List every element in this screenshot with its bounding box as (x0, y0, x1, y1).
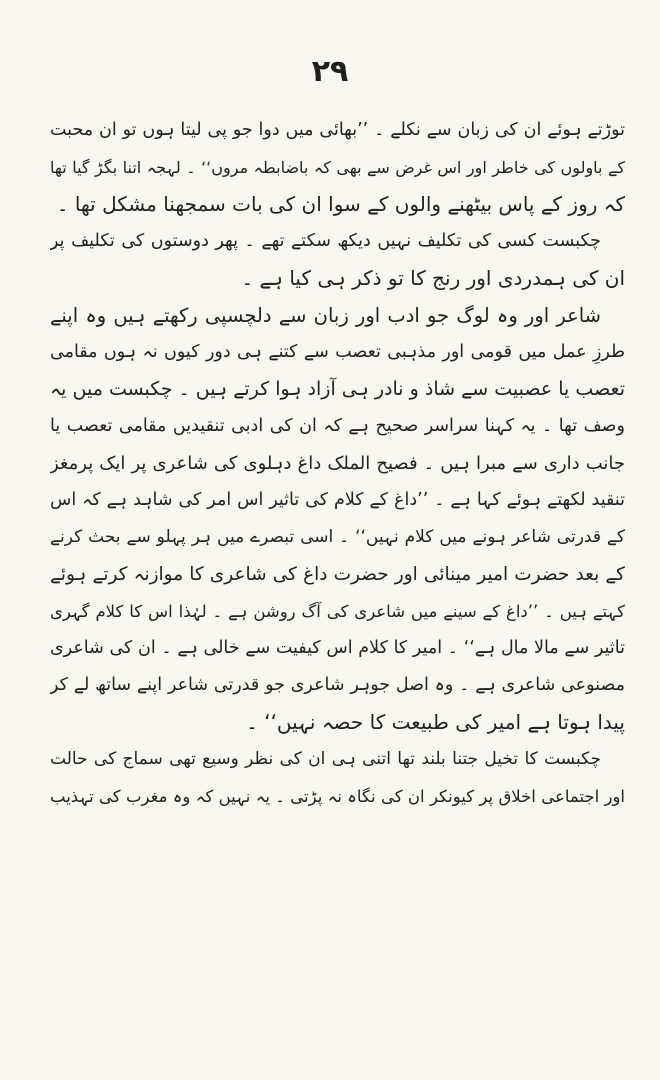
text-line: تعصب یا عصبیت سے شاذ و نادر ہی آزاد ہوا کرتے ہیں ۔ چکبست میں یہ (50, 378, 625, 400)
text-line: تنقید لکھتے ہوئے کہا ہے ۔ ’’داغ کے کلام کی تاثیر اس امر کی شاہد ہے کہ اس (50, 490, 625, 510)
text-line: چکبست کسی کی تکلیف نہیں دیکھ سکتے تھے ۔ پھر دوستوں کی تکلیف پر (50, 231, 601, 251)
text-line: توڑتے ہوئے ان کی زبان سے نکلے ۔ ’’بھائی میں دوا جو پی لیتا ہوں تو ان محبت (50, 120, 625, 140)
text-line: چکبست کا تخیل جتنا بلند تھا اتنی ہی ان کی نظر وسیع تھی سماج کی حالت (50, 749, 601, 769)
text-line: مصنوعی شاعری ہے ۔ وہ اصل جوہر شاعری جو قدرتی شاعر اپنے ساتھ لے کر (50, 675, 625, 695)
text-line: کے قدرتی شاعر ہونے میں کلام نہیں‘‘ ۔ اسی تبصرے میں ہر پہلو سے بحث کرنے (50, 527, 625, 547)
text-line: اور اجتماعی اخلاق پر کیونکر ان کی نگاہ نہ پڑتی ۔ یہ نہیں کہ وہ مغرب کی تہذیب (50, 787, 625, 806)
text-line: کے باولوں کی خاطر اور اس غرض سے بھی کہ باضابطہ مروں‘‘ ۔ لہجہ اتنا بگڑ گیا تھا (50, 158, 625, 177)
text-line: طرزِ عمل میں قومی اور مذہبی تعصب سے کتنے ہی دور کیوں نہ ہوں مقامی (50, 342, 625, 362)
text-line: جانب داری سے مبرا ہیں ۔ فصیح الملک داغ دہلوی کی شاعری پر ایک پرمغز (50, 453, 625, 474)
text-line: تاثیر سے مالا مال ہے‘‘ ۔ امیر کا کلام اس کیفیت سے خالی ہے ۔ ان کی شاعری (50, 638, 625, 658)
body-text (50, 112, 625, 815)
text-line: پیدا ہوتا ہے امیر کی طبیعت کا حصہ نہیں‘‘ ۔ (246, 710, 625, 734)
text-line: ان کی ہمدردی اور رنج کا تو ذکر ہی کیا ہے ۔ (241, 266, 625, 290)
text-line: شاعر اور وہ لوگ جو ادب اور زبان سے دلچسپی رکھتے ہیں وہ اپنے (50, 304, 601, 327)
text-line: کے بعد حضرت امیر مینائی اور حضرت داغ کی شاعری کا موازنہ کرتے ہوئے (50, 564, 625, 585)
text-line: وصف تھا ۔ یہ کہنا سراسر صحیح ہے کہ ان کی ادبی تنقیدیں مقامی تعصب یا (50, 416, 625, 436)
text-line: کہتے ہیں ۔ ’’داغ کے سینے میں شاعری کی آگ روشن ہے ۔ لہٰذا اس کا کلام گہری (50, 602, 625, 621)
page-number: ۲۹ (311, 54, 349, 89)
text-line: کہ روز کے پاس بیٹھنے والوں کے سوا ان کی بات سمجھنا مشکل تھا ۔ (56, 192, 625, 216)
